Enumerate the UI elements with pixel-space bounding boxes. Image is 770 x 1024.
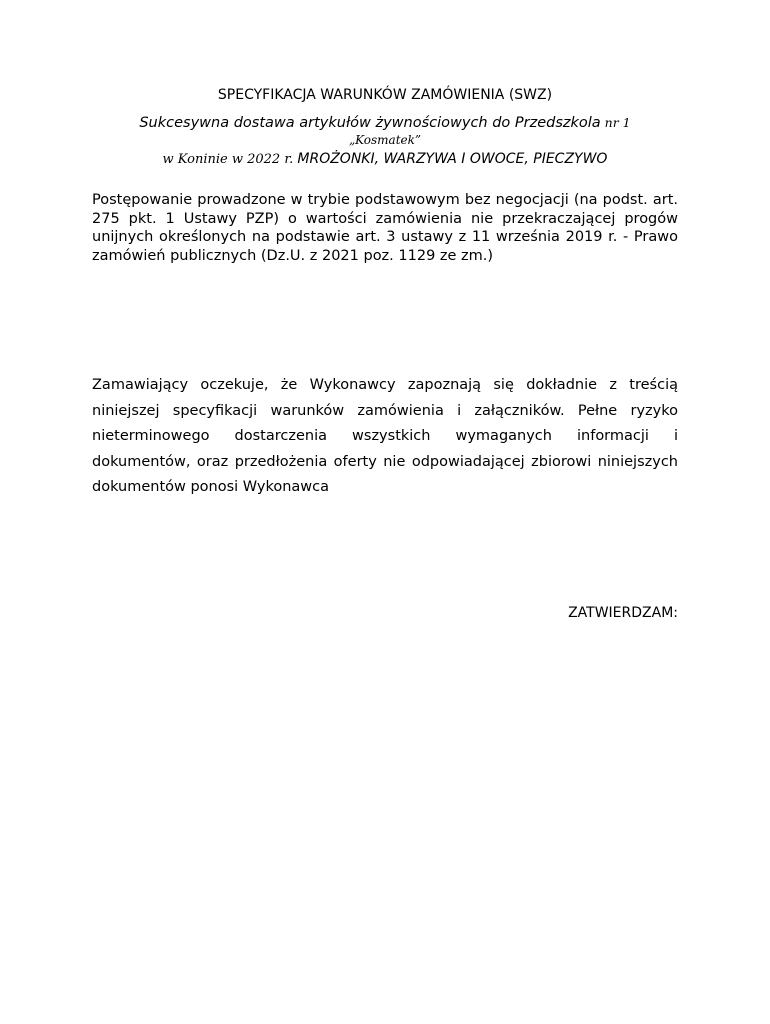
subject-line-2: „Kosmatek” <box>348 133 422 147</box>
subject-line-3 <box>92 149 678 170</box>
subject-line-1 <box>92 113 678 133</box>
subject-location-year: w Koninie w 2022 r. <box>162 152 298 167</box>
subject-main-text: Sukcesywna dostawa artykułów żywnościowych do Przedszkola <box>139 115 601 131</box>
subject-suffix: nr 1 <box>600 115 631 130</box>
subject-category: MROŻONKI, WARZYWA I OWOCE, PIECZYWO <box>297 151 608 167</box>
notice-paragraph: Zamawiający oczekuje, że Wykonawcy zapoznają się dokładnie z treścią niniejszej specyfikacji warunków zamówienia i załączników. Pełne ryzyko nieterminowego dostarczenia wszystkich wymaganych informacji i dokumentów, oraz przedłożenia oferty nie odpowiadającej zbiorowi niniejszych dokumentów ponosi Wykonawca <box>92 377 678 495</box>
approval-label: ZATWIERDZAM: <box>568 605 678 621</box>
document-title: SPECYFIKACJA WARUNKÓW ZAMÓWIENIA (SWZ) <box>217 87 553 103</box>
order-subject <box>92 113 678 170</box>
procedure-paragraph: Postępowanie prowadzone w trybie podstawowym bez negocjacji (na podst. art. 275 pkt. 1 Ustawy PZP) o wartości zamówienia nie przekraczającej progów unijnych określonych na podstawie art. 3 ustawy z 11 września 2019 r. - Prawo zamówień publicznych (Dz.U. z 2021 poz. 1129 ze zm.) <box>92 192 678 264</box>
